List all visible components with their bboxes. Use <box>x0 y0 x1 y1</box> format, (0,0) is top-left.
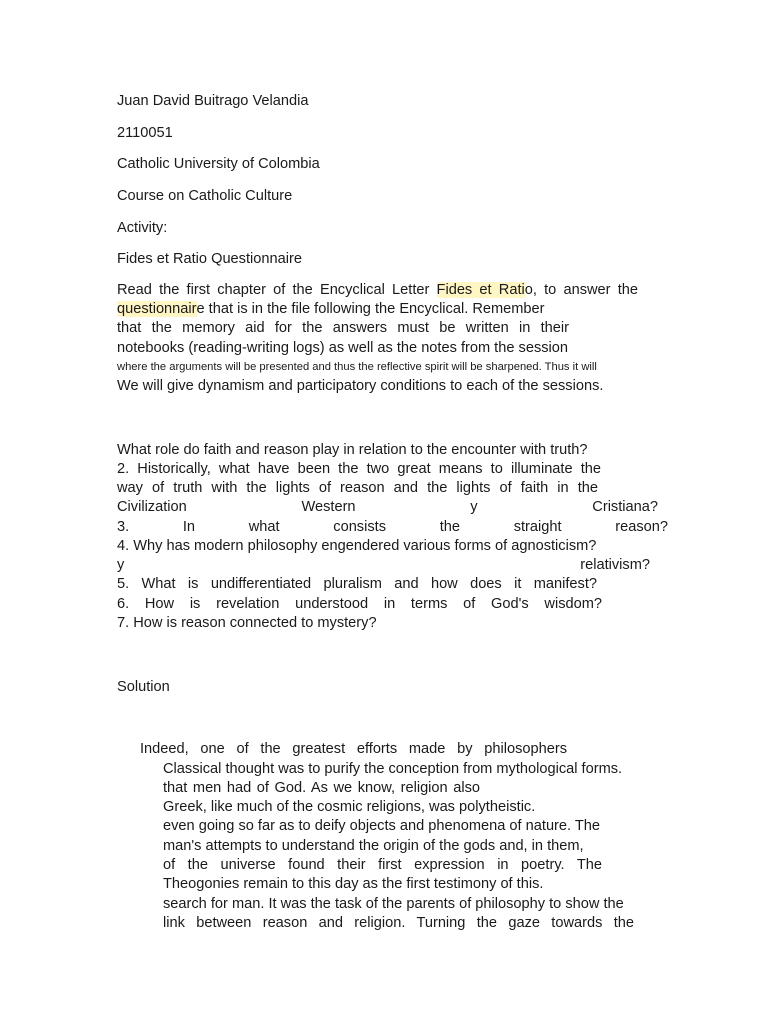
student-id: 2110051 <box>117 125 173 141</box>
question-2-line-1: 2. Historically, what have been the two great means to illuminate the <box>117 461 601 477</box>
activity-title: Fides et Ratio Questionnaire <box>117 251 302 267</box>
question-2-line-3: Civilization Western y Cristiana? <box>117 499 658 515</box>
question-6: 6. How is revelation understood in terms of God's wisdom? <box>117 596 602 612</box>
question-7: 7. How is reason connected to mystery? <box>117 615 377 631</box>
solution-line-6: man's attempts to understand the origin of the gods and, in them, <box>163 838 584 854</box>
university-name: Catholic University of Colombia <box>117 156 320 172</box>
solution-line-5: even going so far as to deify objects and phenomena of nature. The <box>163 818 601 834</box>
solution-line-2: Classical thought was to purify the conception from mythological forms. <box>163 761 623 777</box>
question-2-line-2: way of truth with the lights of reason and the lights of faith in the <box>117 480 598 496</box>
solution-line-8: Theogonies remain to this day as the first testimony of this. <box>163 876 544 892</box>
highlighted-text: questionnair <box>117 301 197 317</box>
solution-heading: Solution <box>117 679 170 695</box>
instructions-line-1 <box>117 281 638 299</box>
course-name: Course on Catholic Culture <box>117 188 293 204</box>
question-4-line-1: 4. Why has modern philosophy engendered various forms of agnosticism? <box>117 538 597 554</box>
highlighted-text: Fides et Rati <box>436 282 525 298</box>
instructions-line-2 <box>117 300 545 318</box>
solution-line-7: of the universe found their first expression in poetry. The <box>163 857 602 873</box>
question-3: 3. In what consists the straight reason? <box>117 519 668 535</box>
instructions-line-6: We will give dynamism and participatory conditions to each of the sessions. <box>117 378 604 394</box>
instructions-line-4: notebooks (reading-writing logs) as well as the notes from the session <box>117 340 569 356</box>
question-4-line-2: y relativism? <box>117 557 650 573</box>
solution-line-3: that men had of God. As we know, religion also <box>163 780 480 796</box>
instructions-text: Read the first chapter of the Encyclical Letter <box>117 282 437 298</box>
instructions-text: e that is in the file following the Encyclical. Remember <box>196 301 545 317</box>
instructions-line-5: where the arguments will be presented and thus the reflective spirit will be sharpened. Thus it will <box>117 361 597 373</box>
solution-line-10: link between reason and religion. Turning the gaze towards the <box>163 915 634 931</box>
solution-line-9: search for man. It was the task of the parents of philosophy to show the <box>163 896 624 912</box>
solution-line-4: Greek, like much of the cosmic religions, was polytheistic. <box>163 799 536 815</box>
question-5: 5. What is undifferentiated pluralism and how does it manifest? <box>117 576 597 592</box>
instructions-text: o, to answer the <box>524 282 638 298</box>
question-1: What role do faith and reason play in relation to the encounter with truth? <box>117 442 588 458</box>
author-name: Juan David Buitrago Velandia <box>117 93 309 109</box>
activity-label: Activity: <box>117 220 168 236</box>
instructions-line-3: that the memory aid for the answers must be written in their <box>117 320 569 336</box>
solution-line-1: Indeed, one of the greatest efforts made by philosophers <box>140 741 567 757</box>
